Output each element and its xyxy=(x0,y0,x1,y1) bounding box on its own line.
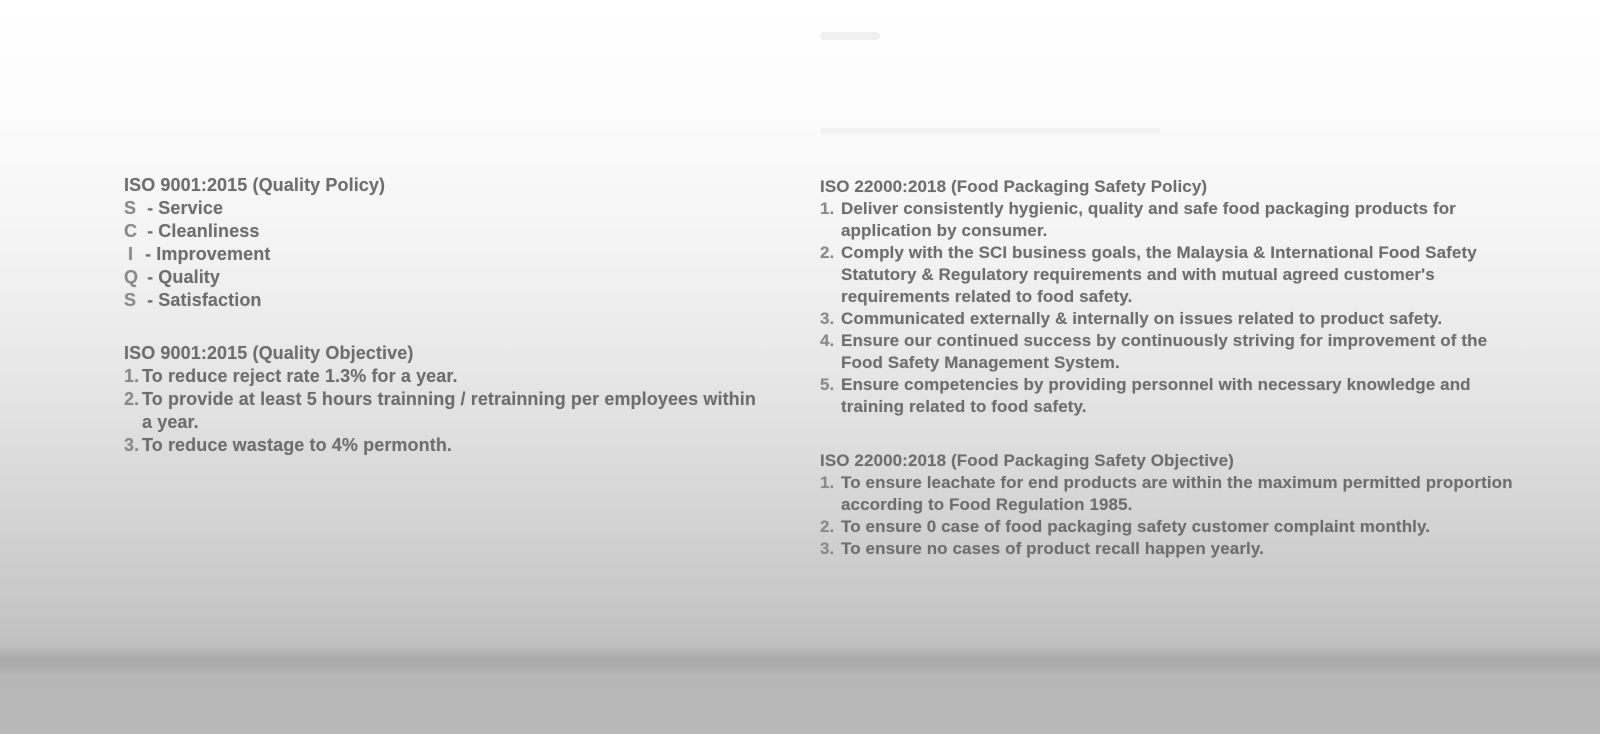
list-item xyxy=(820,308,1520,330)
list-item xyxy=(820,538,1520,560)
quality-policy-block xyxy=(124,174,764,312)
faint-decoration-line xyxy=(820,128,1160,134)
list-item xyxy=(820,374,1520,418)
food-safety-objective-block xyxy=(820,450,1520,560)
list-text: Ensure our continued success by continuously striving for improvement of the Food Safety Management System. xyxy=(841,331,1488,372)
food-safety-policy-title: ISO 22000:2018 (Food Packaging Safety Policy) xyxy=(820,177,1208,196)
scis-letter: Q xyxy=(124,267,139,287)
scis-letter: S xyxy=(124,290,137,310)
food-safety-objective-list xyxy=(820,472,1520,560)
list-text: Communicated externally & internally on issues related to product safety. xyxy=(841,309,1443,328)
list-number: 3. xyxy=(820,539,835,558)
scis-row-satisfaction: S - Satisfaction xyxy=(124,290,262,310)
list-text: To ensure 0 case of food packaging safety customer complaint monthly. xyxy=(841,517,1431,536)
quality-objective-block xyxy=(124,342,764,457)
list-number: 2. xyxy=(820,243,835,262)
list-number: 1. xyxy=(820,473,835,492)
quality-objective-list xyxy=(124,365,764,457)
scis-row-quality: Q - Quality xyxy=(124,267,221,287)
list-text: Ensure competencies by providing personnel with necessary knowledge and training related to food safety. xyxy=(841,375,1471,416)
list-number: 4. xyxy=(820,331,835,350)
scis-word: Improvement xyxy=(156,244,271,264)
list-text: Deliver consistently hygienic, quality and safe food packaging products for application by consumer. xyxy=(841,199,1456,240)
scis-word: Service xyxy=(158,198,224,218)
list-number: 3. xyxy=(124,435,140,455)
list-text: To provide at least 5 hours trainning / retrainning per employees within a year. xyxy=(142,389,756,432)
list-item xyxy=(820,242,1520,308)
scis-letter: S xyxy=(124,198,137,218)
food-safety-objective-title: ISO 22000:2018 (Food Packaging Safety Objective) xyxy=(820,451,1234,470)
food-safety-policy-block xyxy=(820,176,1520,418)
list-number: 5. xyxy=(820,375,835,394)
list-text: To ensure no cases of product recall happen yearly. xyxy=(841,539,1264,558)
list-text: To ensure leachate for end products are within the maximum permitted proportion according to Food Regulation 1985. xyxy=(841,473,1513,514)
quality-panel xyxy=(124,174,764,457)
list-item xyxy=(124,388,764,434)
scis-word: Quality xyxy=(158,267,221,287)
scis-row-cleanliness: C - Cleanliness xyxy=(124,221,260,241)
list-item xyxy=(820,198,1520,242)
list-number: 3. xyxy=(820,309,835,328)
food-safety-policy-list xyxy=(820,198,1520,418)
food-safety-panel xyxy=(820,176,1520,560)
quality-policy-title: ISO 9001:2015 (Quality Policy) xyxy=(124,175,386,195)
list-text: To reduce wastage to 4% permonth. xyxy=(142,435,453,455)
list-number: 1. xyxy=(124,366,140,386)
list-number: 2. xyxy=(820,517,835,536)
list-text: Comply with the SCI business goals, the Malaysia & International Food Safety Statutory & Regulatory requirements and with mutual agreed customer's requirements related to food safety. xyxy=(841,243,1477,306)
scis-row-service: S - Service xyxy=(124,198,224,218)
list-number: 2. xyxy=(124,389,140,409)
list-item xyxy=(820,472,1520,516)
list-item xyxy=(820,516,1520,538)
quality-objective-title: ISO 9001:2015 (Quality Objective) xyxy=(124,343,414,363)
list-item xyxy=(124,434,764,457)
scis-row-improvement: I - Improvement xyxy=(124,243,764,266)
list-item xyxy=(124,365,764,388)
list-item xyxy=(820,330,1520,374)
scis-letter: C xyxy=(124,221,138,241)
faint-decoration-top xyxy=(820,32,880,40)
scis-letter: I xyxy=(128,244,134,264)
list-text: To reduce reject rate 1.3% for a year. xyxy=(142,366,458,386)
list-number: 1. xyxy=(820,199,835,218)
scis-word: Satisfaction xyxy=(158,290,262,310)
scis-word: Cleanliness xyxy=(158,221,260,241)
